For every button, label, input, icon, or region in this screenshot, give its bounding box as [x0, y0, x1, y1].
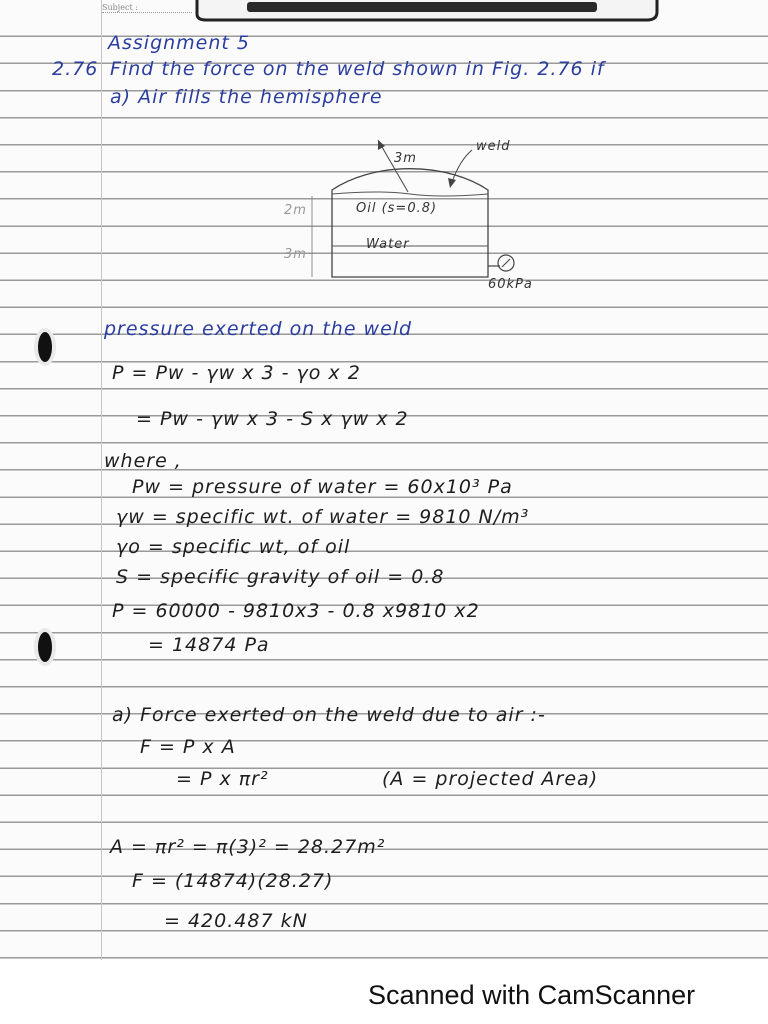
calculation-2: = 14874 Pa — [148, 634, 270, 656]
definition-yw: γw = specific wt. of water = 9810 N/m³ — [116, 506, 530, 528]
definition-yo: γo = specific wt, of oil — [116, 536, 351, 558]
radius-label: 3m — [394, 151, 417, 166]
where-label: where , — [104, 450, 182, 472]
oil-label: Oil (s=0.8) — [356, 201, 438, 216]
oil-depth-label: 2m — [284, 203, 307, 218]
projected-area-note: (A = projected Area) — [382, 768, 599, 790]
definition-pw: Pw = pressure of water = 60x10³ Pa — [132, 476, 513, 498]
part-a-statement: a) Air fills the hemisphere — [110, 86, 383, 108]
binder-hole-bottom — [34, 628, 56, 666]
force-equation-2: = P x πr² — [176, 768, 269, 790]
binder-clip — [192, 0, 662, 22]
water-depth-label: 3m — [284, 247, 307, 262]
problem-statement: Find the force on the weld shown in Fig. 2.76 if — [110, 58, 605, 80]
pressure-heading: pressure exerted on the weld — [104, 318, 413, 340]
definition-s: S = specific gravity of oil = 0.8 — [116, 566, 445, 588]
assignment-title: Assignment 5 — [108, 32, 250, 54]
weld-label: weld — [476, 139, 511, 154]
force-substitution: F = (14874)(28.27) — [132, 870, 334, 892]
area-equation: A = πr² = π(3)² = 28.27m² — [110, 836, 386, 858]
binder-hole-top — [34, 328, 56, 366]
force-result: = 420.487 kN — [164, 910, 308, 932]
gauge-pressure-label: 60kPa — [488, 277, 533, 292]
subject-label: Subject : — [102, 3, 192, 13]
equation-1: P = Pw - γw x 3 - γo x 2 — [112, 362, 361, 384]
force-equation-1: F = P x A — [140, 736, 236, 758]
force-heading: a) Force exerted on the weld due to air :- — [112, 704, 546, 726]
problem-number: 2.76 — [52, 58, 99, 80]
camscanner-watermark: Scanned with CamScanner — [368, 980, 696, 1010]
margin-line — [101, 0, 102, 960]
calculation-1: P = 60000 - 9810x3 - 0.8 x9810 x2 — [112, 600, 480, 622]
equation-2: = Pw - γw x 3 - S x γw x 2 — [136, 408, 409, 430]
water-label: Water — [366, 237, 410, 252]
